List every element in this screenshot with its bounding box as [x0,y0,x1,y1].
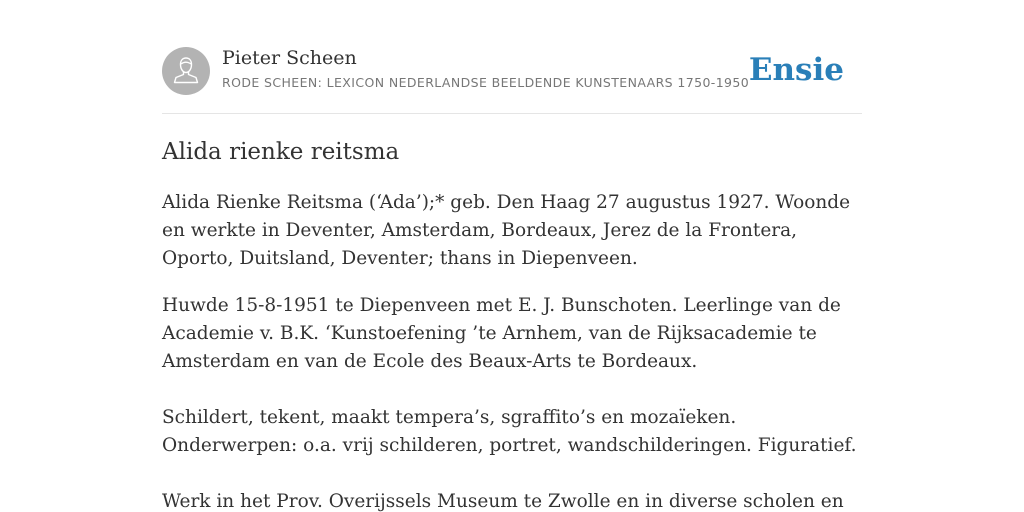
paragraph-biography: Alida Rienke Reitsma (‘Ada’);* geb. Den Haag 27 augustus 1927. Woonde en werkte in Deventer, Amsterdam, Bordeaux, Jerez de la Frontera, Oporto, Duitsland, Deventer; thans in Diepenveen. [162,192,851,269]
page-container [162,0,862,512]
paragraph-education: Huwde 15-8-1951 te Diepenveen met E. J. Bunschoten. Leerlinge van de Academie v. B.K. ‘Kunstoefening ’te Arnhem, van de Rijksacademie te Amsterdam en van de Ecole des Beaux-Arts te Bordeaux. [162,295,841,372]
paragraph-collections: Werk in het Prov. Overijssels Museum te Zwolle en in diverse scholen en [162,491,844,512]
ensie-logo[interactable]: Ensie [748,52,844,88]
paragraph-spacer [162,376,862,404]
article-body [162,189,862,512]
source-title[interactable]: RODE SCHEEN: LEXICON NEDERLANDSE BEELDENDE KUNSTENAARS 1750-1950 [222,75,750,90]
user-icon [162,47,210,95]
avatar[interactable] [162,47,210,95]
paragraph-work: Schildert, tekent, maakt tempera’s, sgraffito’s en mozaïeken. Onderwerpen: o.a. vrij schilderen, portret, wandschilderingen. Figuratief. [162,407,857,456]
author-header [162,0,862,114]
article-title: Alida rienke reitsma [162,139,400,165]
author-name[interactable]: Pieter Scheen [222,47,357,69]
paragraph-spacer [162,460,862,488]
